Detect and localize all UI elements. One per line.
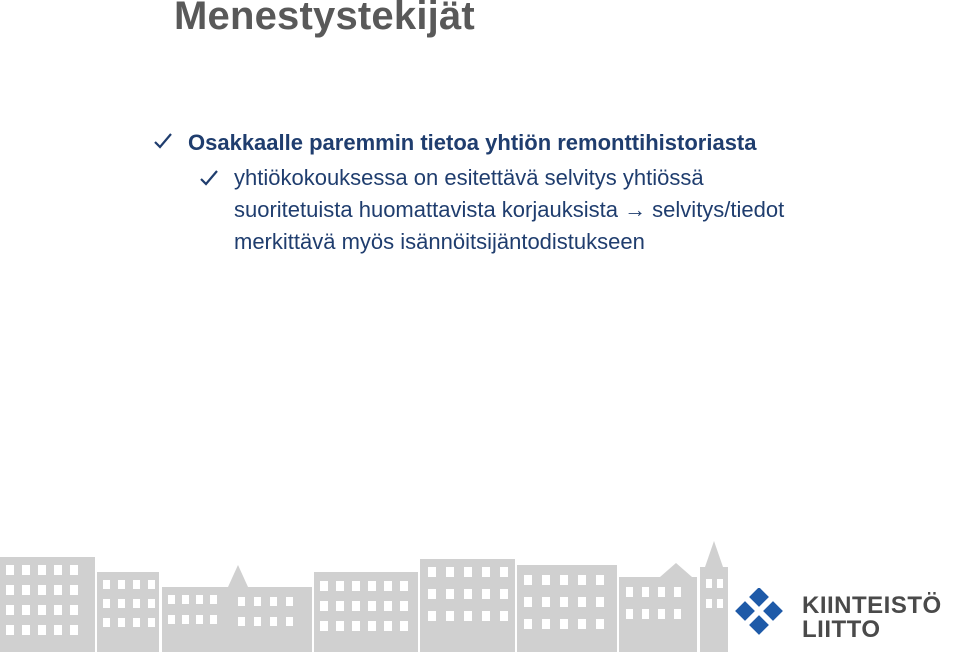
bullet-text-2-line-1: yhtiökokouksessa on esitettävä selvitys yhtiössä [234, 165, 704, 190]
logo-wordmark [802, 594, 942, 642]
bullet-text-2-line-2: suoritetuista huomattavista korjauksista → selvitys/tiedot [234, 197, 785, 222]
check-icon [198, 167, 220, 189]
bullet-item-1 [152, 130, 757, 156]
logo-line-2: LIITTO [802, 616, 881, 643]
logo-line-1: KIINTEISTÖ [802, 592, 942, 619]
kiinteistoliitto-logo [730, 588, 960, 648]
bullet-text-1: Osakkaalle paremmin tietoa yhtiön remonttihistoriasta [188, 130, 757, 155]
bullet-text-2-line-3: merkittävä myös isännöitsijäntodistukseen [234, 229, 645, 254]
bullet-item-2 [198, 167, 784, 258]
slide-title: Menestystekijät [174, 0, 475, 38]
bullet-text-2 [234, 162, 784, 258]
check-icon [152, 130, 174, 152]
logo-mark-icon [730, 588, 790, 648]
